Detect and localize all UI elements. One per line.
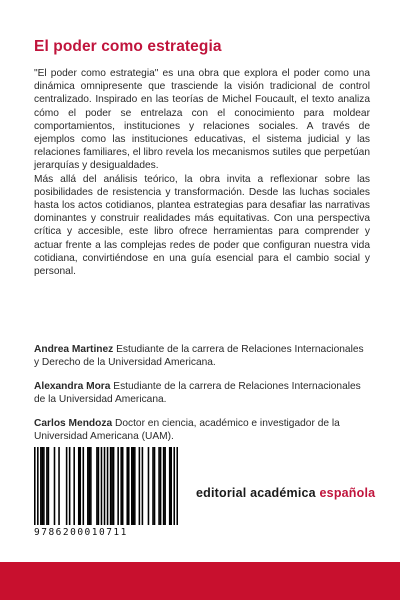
isbn-barcode	[34, 447, 178, 539]
barcode-bar	[122, 447, 124, 525]
barcode-bar	[58, 447, 60, 525]
barcode-bar	[110, 447, 112, 525]
barcode-bar	[90, 447, 92, 525]
publisher-logo	[196, 486, 375, 500]
barcode-bar	[170, 447, 172, 525]
barcode-bar	[131, 447, 133, 525]
publisher-name: editorial académica	[196, 486, 316, 500]
publisher-accent: española	[319, 486, 376, 500]
barcode-bar	[87, 447, 89, 525]
barcode-bar	[107, 447, 109, 525]
barcode-bar	[117, 447, 119, 525]
barcode-bar	[139, 447, 141, 525]
barcode-bar	[126, 447, 128, 525]
barcode-bar	[42, 447, 44, 525]
barcode-bar	[173, 447, 175, 525]
barcode-bar	[128, 447, 130, 525]
barcode-bar	[101, 447, 103, 525]
barcode-bar	[43, 447, 45, 525]
author-entry	[34, 417, 370, 444]
barcode-bar	[142, 447, 144, 525]
barcode-bar	[160, 447, 162, 525]
author-bio: Estudiante de la carrera de Relaciones Internacionales de la Universidad Americana.	[34, 380, 361, 406]
book-title: El poder como estrategia	[34, 38, 222, 55]
isbn-digits: 9786200010711	[34, 527, 128, 538]
barcode-bar	[79, 447, 81, 525]
author-entry	[34, 380, 370, 407]
barcode-bar	[34, 447, 36, 525]
barcode-bar	[40, 447, 42, 525]
author-name: Carlos Mendoza	[34, 417, 113, 429]
barcode-bar	[176, 447, 178, 525]
author-bio: Estudiante de la carrera de Relaciones Internacionales y Derecho de la Universidad Americana.	[34, 344, 364, 369]
barcode-bar	[37, 447, 39, 525]
barcode-bar	[158, 447, 160, 525]
barcode-bar	[120, 447, 122, 525]
book-description	[34, 67, 370, 278]
barcode-bar	[83, 447, 85, 525]
author-bio: Doctor en ciencia, académico e investigador de la Universidad Americana (UAM).	[34, 417, 340, 443]
barcode-bar	[46, 447, 48, 525]
barcode-bar	[154, 447, 156, 525]
barcode-bar	[111, 447, 113, 525]
barcode-bar	[89, 447, 91, 525]
barcode-bar	[73, 447, 75, 525]
barcode-bar	[148, 447, 150, 525]
barcode-bar	[66, 447, 68, 525]
barcode-bar	[104, 447, 106, 525]
barcode-bar	[133, 447, 135, 525]
barcode-bar	[134, 447, 136, 525]
barcode-bar	[169, 447, 171, 525]
author-entry	[34, 343, 370, 370]
author-name: Alexandra Mora	[34, 380, 111, 392]
barcode-bar	[113, 447, 115, 525]
author-name: Andrea Martinez	[34, 344, 114, 355]
description-paragraph: Más allá del análisis teórico, la obra invita a reflexionar sobre las posibilidades de resistencia y transformación. Desde las luchas sociales hasta los actos cotidianos, plantea estrategias para desafiar las narrativas dominantes y construir realidades más equitativas. Con una perspectiva crítica y accesible, este libro ofrece herramientas para comprender y actuar frente a las complejas redes de poder que configuran nuestra vida cotidiana, convirtiéndose en una guía esencial para el cambio social y personal.	[34, 173, 370, 278]
barcode-bar	[69, 447, 71, 525]
description-paragraph: "El poder como estrategia" es una obra que explora el poder como una dinámica omnipresente que trasciende la visión tradicional de control centralizado. Inspirado en las teorías de Michel Foucault, el texto analiza cómo el poder se entrelaza con el conocimiento para moldear comportamientos, instituciones y relaciones sociales. A través de ejemplos como las instituciones educativas, el sistema judicial y las relaciones familiares, el libro revela los mecanismos sutiles que perpetúan jerarquías y desigualdades.	[34, 68, 370, 172]
barcode-bar	[98, 447, 100, 525]
barcode-bar	[54, 447, 56, 525]
barcode-bar	[78, 447, 80, 525]
barcode-bar	[48, 447, 50, 525]
barcode-bar	[164, 447, 166, 525]
barcode-bar	[152, 447, 154, 525]
footer-color-bar	[0, 562, 400, 600]
barcode-bars	[34, 447, 178, 525]
barcode-bar	[163, 447, 165, 525]
barcode-bar	[96, 447, 98, 525]
author-list	[34, 343, 370, 453]
